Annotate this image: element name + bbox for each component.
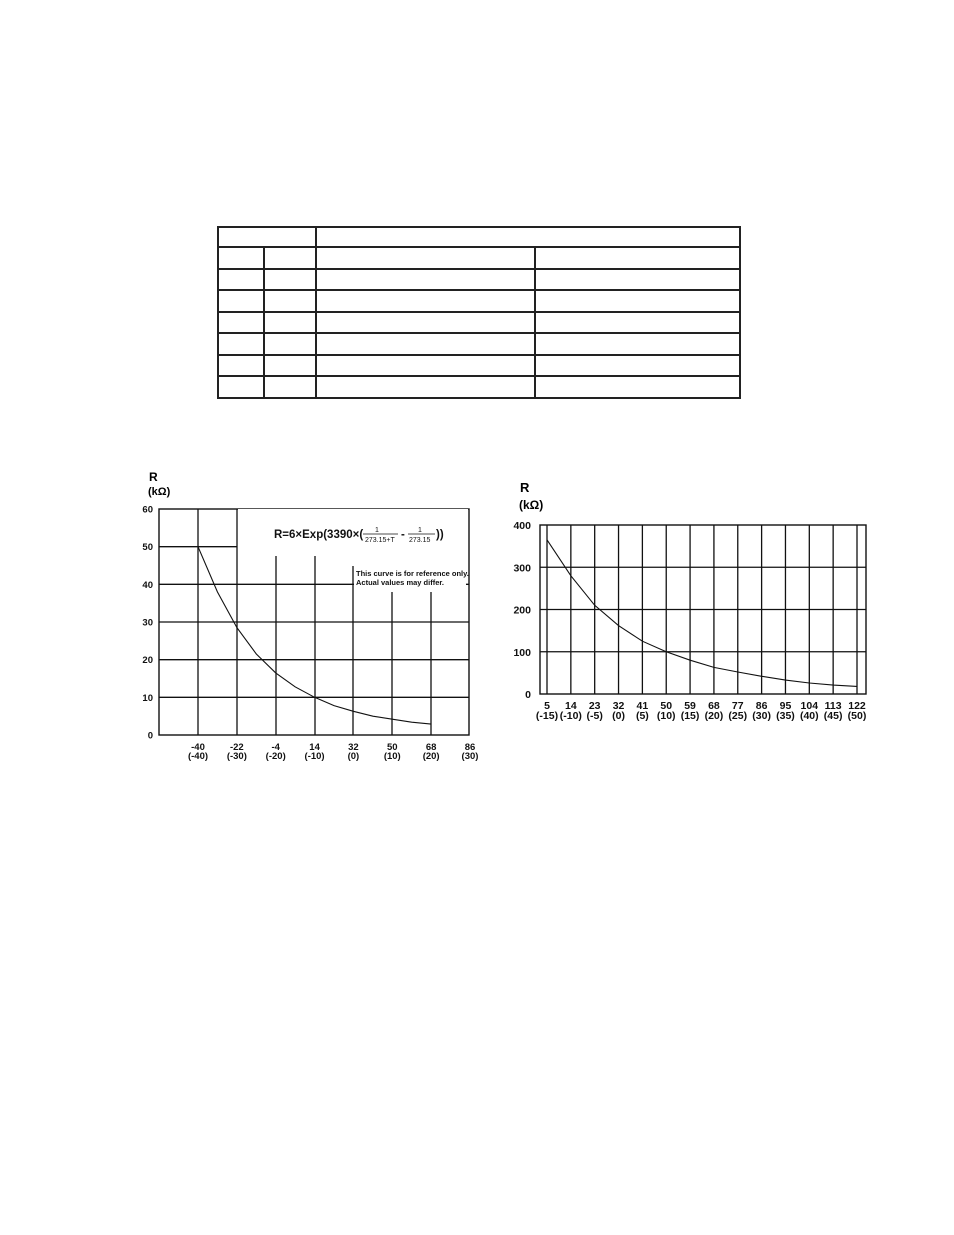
x-tick-label: 50 (660, 700, 673, 712)
x-tick-label: 32 (348, 742, 359, 753)
x-tick-label: -22 (229, 742, 244, 753)
x-tick-label: 68 (708, 700, 720, 712)
x-tick-label: 14 (565, 700, 577, 712)
x-tick-label: 86 (755, 700, 768, 712)
x-tick-label-celsius: (30) (461, 751, 479, 762)
x-tick-label: 59 (684, 700, 696, 712)
y-tick-label: 300 (513, 562, 531, 575)
formula-backdrop (238, 509, 468, 547)
x-tick-label-celsius: (5) (635, 710, 649, 722)
formula-suffix: )) (436, 529, 444, 541)
x-tick-label-celsius: (25) (728, 710, 748, 722)
x-tick-label-celsius: (-40) (187, 751, 209, 762)
y-axis-label: R (149, 470, 158, 484)
fraction1-numerator: 1 (375, 527, 379, 534)
y-tick-label: 10 (142, 692, 153, 704)
x-tick-label-celsius: (30) (752, 710, 771, 722)
x-tick-label-celsius: (-20) (265, 751, 286, 762)
y-axis-unit: (kΩ) (148, 486, 171, 498)
x-tick-label: 122 (848, 700, 866, 712)
x-tick-label-celsius: (40) (799, 710, 819, 722)
y-axis-unit: (kΩ) (519, 498, 544, 512)
x-tick-label-celsius: (15) (680, 710, 700, 722)
y-tick-label: 20 (142, 655, 153, 667)
x-tick-label-celsius: (50) (847, 710, 867, 722)
x-tick-label: 68 (425, 742, 437, 753)
x-tick-label: 104 (800, 700, 819, 712)
x-tick-label: 5 (544, 700, 550, 712)
y-tick-label: 0 (525, 689, 531, 701)
x-tick-label-celsius: (-5) (586, 710, 603, 722)
x-tick-label: 77 (731, 700, 744, 712)
x-tick-label-celsius: (20) (704, 710, 724, 722)
x-ticks (188, 742, 478, 762)
x-tick-label: -40 (191, 742, 205, 753)
x-tick-label: 95 (779, 700, 792, 712)
x-tick-label-celsius: (10) (656, 710, 676, 722)
note-line-1: This curve is for reference only. (356, 569, 469, 578)
y-axis-label: R (520, 480, 530, 495)
x-tick-label: -4 (271, 742, 280, 753)
x-tick-label-celsius: (35) (776, 710, 795, 722)
y-tick-label: 50 (142, 542, 153, 554)
x-tick-label: 41 (636, 700, 649, 712)
x-tick-label-celsius: (0) (612, 710, 625, 722)
formula-minus: - (401, 529, 405, 541)
fraction1-denominator: 273.15+T (365, 537, 395, 544)
x-tick-label-celsius: (10) (383, 751, 401, 762)
note-line-2: Actual values may differ. (356, 578, 444, 587)
x-tick-label: 50 (386, 742, 398, 753)
x-tick-label-celsius: (-30) (226, 751, 247, 762)
x-tick-label-celsius: (-10) (559, 710, 582, 722)
x-tick-label-celsius: (20) (422, 751, 440, 762)
x-tick-label: 32 (612, 700, 625, 712)
x-tick-label-celsius: (45) (823, 710, 843, 722)
y-tick-label: 400 (513, 520, 531, 532)
x-tick-label-celsius: (0) (347, 751, 360, 762)
fraction2-numerator: 1 (418, 527, 422, 534)
y-tick-label: 100 (513, 646, 531, 659)
y-ticks (142, 505, 153, 742)
x-tick-label: 113 (824, 700, 842, 712)
y-tick-label: 30 (142, 617, 153, 629)
x-tick-label: 23 (588, 700, 601, 712)
y-tick-label: 200 (513, 604, 531, 617)
y-tick-label: 0 (147, 730, 153, 742)
y-tick-label: 60 (142, 504, 153, 516)
y-tick-label: 40 (142, 579, 153, 591)
x-tick-label-celsius: (-10) (304, 751, 325, 762)
formula-prefix: R=6×Exp(3390×( (274, 529, 364, 541)
fraction2-denominator: 273.15 (409, 537, 431, 544)
x-tick-label-celsius: (-15) (535, 710, 559, 722)
x-tick-label: 86 (464, 742, 476, 753)
x-tick-label: 14 (309, 742, 320, 753)
